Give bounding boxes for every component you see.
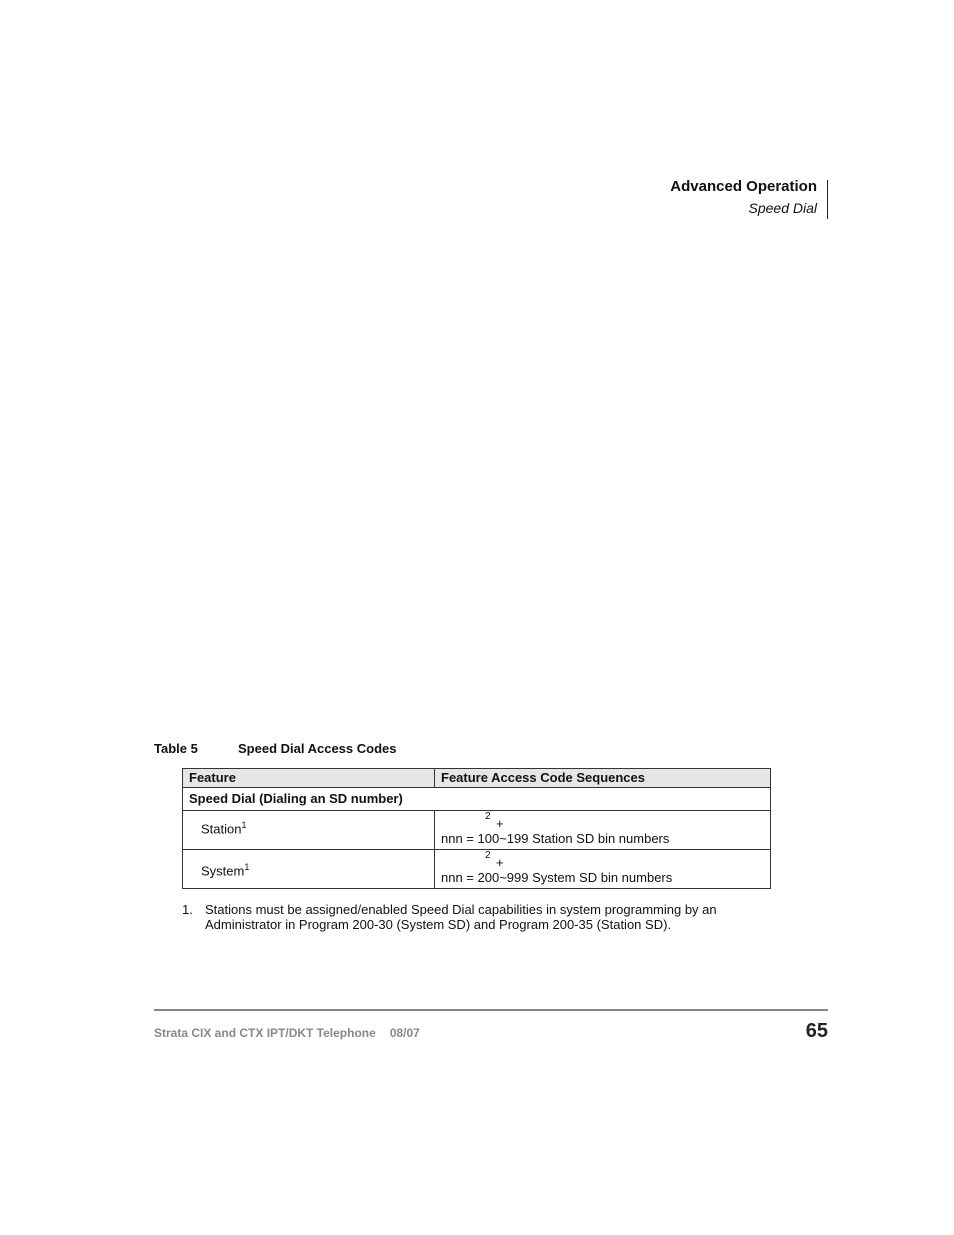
table-section-row <box>183 788 771 811</box>
header-divider <box>827 180 828 219</box>
code-superscript: 2 <box>485 811 491 822</box>
speed-dial-access-codes-table <box>182 768 771 889</box>
feature-label: System <box>201 863 245 879</box>
column-header-sequences: Feature Access Code Sequences <box>435 769 771 788</box>
column-header-feature: Feature <box>183 769 435 788</box>
sequence-cell <box>435 811 771 850</box>
feature-label: Station <box>201 821 242 837</box>
page-number: 65 <box>805 1020 828 1042</box>
footer-doc-title: Strata CIX and CTX IPT/DKT Telephone <box>154 1026 376 1040</box>
sequence-cell <box>435 850 771 889</box>
table-row <box>183 850 771 889</box>
footnote-text: Stations must be assigned/enabled Speed Dial capabilities in system programming by an Administrator in Program 200-30 (System SD) and Program 200-35 (Station SD). <box>205 902 717 932</box>
footnote-ref: 1 <box>244 862 250 872</box>
footnote-ref: 1 <box>241 820 247 830</box>
table-number: Table 5 <box>154 741 198 756</box>
sequence-description: nnn = 100~199 Station SD bin numbers <box>441 831 670 846</box>
table-row <box>183 811 771 850</box>
table-footnote <box>182 902 762 932</box>
feature-cell <box>183 850 435 889</box>
running-header <box>670 178 817 216</box>
footer-doc-info <box>154 1026 420 1040</box>
section-title: Speed Dial <box>748 200 817 216</box>
section-label: Speed Dial (Dialing an SD number) <box>183 788 771 811</box>
table-caption <box>154 741 396 756</box>
table-header-row <box>183 769 771 788</box>
table-title: Speed Dial Access Codes <box>238 741 397 756</box>
code-superscript: 2 <box>485 850 491 861</box>
code-plus: + <box>496 855 504 870</box>
sequence-description: nnn = 200~999 System SD bin numbers <box>441 870 673 885</box>
footnote-number: 1. <box>182 902 193 917</box>
footer-divider <box>154 1009 828 1011</box>
feature-cell <box>183 811 435 850</box>
footer-date: 08/07 <box>389 1026 420 1040</box>
code-plus: + <box>496 816 504 831</box>
chapter-title: Advanced Operation <box>670 178 817 195</box>
